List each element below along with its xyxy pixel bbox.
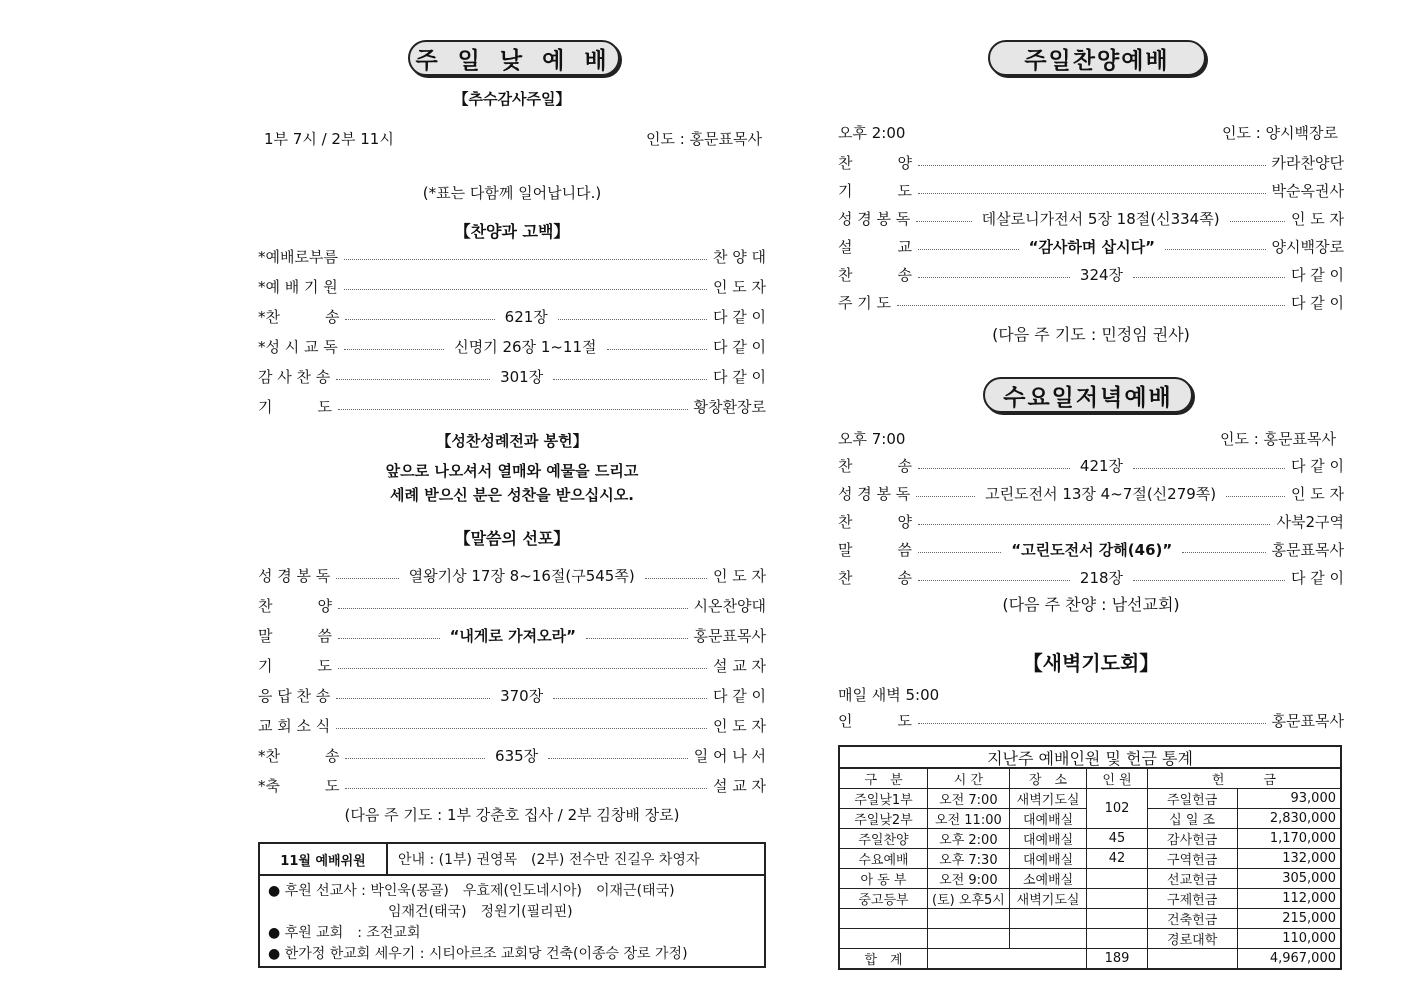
stats-cell: 102 xyxy=(1087,789,1147,829)
order-item-person: 설 교 자 xyxy=(712,656,766,675)
stats-cell xyxy=(1009,929,1087,949)
order-item-row xyxy=(258,274,766,298)
praise-item-label: 성 경 봉 독 xyxy=(838,209,911,228)
praise-item-person: 다 같 이 xyxy=(1290,293,1344,312)
order-item-row xyxy=(258,334,766,358)
section-word: 【말씀의 선포】 xyxy=(454,529,570,548)
leader-dots xyxy=(918,249,1019,250)
leader-dots xyxy=(897,305,1285,306)
stats-row xyxy=(839,929,1341,949)
stats-cell xyxy=(1087,909,1147,929)
leader-dots xyxy=(916,496,975,497)
stats-cell: 경로대학 xyxy=(1147,929,1237,949)
order-item-label: *성 시 교 독 xyxy=(258,337,338,356)
wednesday-item-person: 사북2구역 xyxy=(1276,512,1344,531)
stats-cell xyxy=(1087,929,1147,949)
info-box-line-1: ● 후원 선교사 : 박인욱(몽골) 우효제(인도네시아) 이재근(태국) xyxy=(268,883,675,899)
order-item-person: 황창환장로 xyxy=(693,397,766,416)
stats-cell xyxy=(839,929,928,949)
sunday-time: 1부 7시 / 2부 11시 xyxy=(264,130,394,148)
leader-dots xyxy=(338,638,440,639)
order-item-row xyxy=(258,623,766,647)
stats-cell xyxy=(1087,869,1147,889)
stats-cell xyxy=(1009,909,1087,929)
stats-row xyxy=(839,869,1341,889)
order-item-label: 기 도 xyxy=(258,656,332,675)
order-item-label: *예 배 기 원 xyxy=(258,277,338,296)
stats-row xyxy=(839,909,1341,929)
stats-total-cell: 합 계 xyxy=(839,949,928,970)
communion-line-1: 앞으로 나오셔서 열매와 예물을 드리고 xyxy=(385,462,639,480)
praise-item-person: 박순옥권사 xyxy=(1271,181,1344,200)
sunday-note: (*표는 다함께 일어납니다.) xyxy=(422,184,602,202)
leader-dots xyxy=(918,165,1266,166)
order-item-person: 인 도 자 xyxy=(712,277,766,296)
stats-cell: 오전 9:00 xyxy=(928,869,1010,889)
order-item-row xyxy=(258,304,766,328)
leader-dots xyxy=(918,524,1271,525)
leader-dots xyxy=(344,259,707,260)
stats-row xyxy=(839,889,1341,909)
leader-dots xyxy=(918,277,1070,278)
stats-cell: 중고등부 xyxy=(839,889,928,909)
wednesday-item-person: 인 도 자 xyxy=(1290,484,1344,503)
leader-dots xyxy=(558,319,707,320)
stats-total-row xyxy=(839,949,1341,970)
stats-cell: 수요예배 xyxy=(839,849,928,869)
order-item-person: 다 같 이 xyxy=(712,337,766,356)
leader-dots xyxy=(553,379,707,380)
praise-title: 주일찬양예배 xyxy=(988,40,1206,76)
stats-cell: 45 xyxy=(1087,829,1147,849)
section-praise-confession: 【찬양과 고백】 xyxy=(454,222,570,241)
stats-cell: 아 동 부 xyxy=(839,869,928,889)
leader-dots xyxy=(344,289,707,290)
stats-cell: 새벽기도실 xyxy=(1009,889,1087,909)
order-item-label: 찬 양 xyxy=(258,596,332,615)
praise-item-label: 주 기 도 xyxy=(838,293,892,312)
leader-dots xyxy=(1133,468,1285,469)
praise-item-row xyxy=(838,262,1344,286)
order-item-detail: 신명기 26장 1~11절 xyxy=(454,337,597,356)
stats-cell: 구제헌금 xyxy=(1147,889,1237,909)
praise-item-row xyxy=(838,290,1344,314)
stats-row xyxy=(839,829,1341,849)
dawn-who: 홍문표목사 xyxy=(1271,711,1344,730)
stats-cell: 110,000 xyxy=(1237,929,1341,949)
praise-item-person: 인 도 자 xyxy=(1290,209,1344,228)
stats-empty-cell xyxy=(928,949,1087,970)
stats-header-cell: 구 분 xyxy=(839,768,928,789)
stats-cell: (토) 오후5시 xyxy=(928,889,1010,909)
stats-total-cell: 189 xyxy=(1087,949,1147,970)
info-box-header-left: 11월 예배위원 xyxy=(260,844,388,876)
wednesday-item-label: 찬 양 xyxy=(838,512,912,531)
order-item-person: 시온찬양대 xyxy=(693,596,766,615)
leader-dots xyxy=(586,638,688,639)
info-box-line-4: ● 한가정 한교회 세우기 : 시티아르조 교회당 건축(이종승 장로 가정) xyxy=(268,946,688,962)
info-box-line-3: ● 후원 교회 : 조전교회 xyxy=(268,925,421,941)
stats-row xyxy=(839,789,1341,809)
praise-item-row xyxy=(838,150,1344,174)
stats-total-cell: 4,967,000 xyxy=(1237,949,1341,970)
leader-dots xyxy=(1133,580,1285,581)
order-item-row xyxy=(258,773,766,797)
praise-item-label: 찬 송 xyxy=(838,265,912,284)
praise-item-person: 카라찬양단 xyxy=(1271,153,1344,172)
stats-header-cell: 헌 금 xyxy=(1147,768,1341,789)
order-item-person: 다 같 이 xyxy=(712,367,766,386)
leader-dots xyxy=(345,788,707,789)
sunday-title: 주 일 낮 예 배 xyxy=(408,40,620,76)
leader-dots xyxy=(918,552,1001,553)
wednesday-item-detail: 고린도전서 13장 4~7절(신279쪽) xyxy=(985,484,1217,503)
order-item-row xyxy=(258,244,766,268)
stats-cell: 감사헌금 xyxy=(1147,829,1237,849)
order-item-person: 인 도 자 xyxy=(713,566,767,585)
order-item-detail: 열왕기상 17장 8~16절(구545쪽) xyxy=(408,566,635,585)
stats-cell: 1,170,000 xyxy=(1237,829,1341,849)
wednesday-item-row xyxy=(838,481,1344,505)
praise-item-person: 양시백장로 xyxy=(1271,237,1344,256)
leader-dots xyxy=(336,728,707,729)
leader-dots xyxy=(338,409,688,410)
leader-dots xyxy=(553,698,707,699)
stats-cell: 305,000 xyxy=(1237,869,1341,889)
order-item-label: 말 씀 xyxy=(258,626,332,645)
order-item-detail: 621장 xyxy=(504,307,548,326)
order-item-person: 일 어 나 서 xyxy=(693,746,766,765)
next-prayer: (다음 주 기도 : 1부 강춘호 집사 / 2부 김창배 장로) xyxy=(344,806,680,824)
leader-dots xyxy=(918,580,1070,581)
dawn-time: 매일 새벽 5:00 xyxy=(838,686,940,704)
order-item-row xyxy=(258,683,766,707)
praise-item-detail: “감사하며 삽시다” xyxy=(1028,237,1155,256)
communion-line-2: 세례 받으신 분은 성찬을 받으십시오. xyxy=(390,486,634,504)
stats-cell: 구역헌금 xyxy=(1147,849,1237,869)
stats-cell: 112,000 xyxy=(1237,889,1341,909)
praise-item-detail: 데살로니가전서 5장 18절(신334쪽) xyxy=(981,209,1220,228)
leader-dots xyxy=(338,668,707,669)
wednesday-item-detail: 218장 xyxy=(1079,568,1124,587)
leader-dots xyxy=(918,468,1070,469)
praise-time: 오후 2:00 xyxy=(838,124,906,142)
leader-dots xyxy=(548,758,688,759)
wednesday-time: 오후 7:00 xyxy=(838,430,906,448)
order-item-label: *찬 송 xyxy=(258,307,340,326)
wednesday-item-label: 성 경 봉 독 xyxy=(838,484,911,503)
info-box-line-2: 임재건(태국) 정원기(필리핀) xyxy=(388,904,573,920)
order-item-row xyxy=(258,364,766,388)
order-item-label: 응 답 찬 송 xyxy=(258,686,331,705)
wednesday-item-row xyxy=(838,565,1344,589)
stats-header-row xyxy=(839,768,1341,789)
leader-dots xyxy=(916,221,971,222)
section-communion: 【성찬성례전과 봉헌】 xyxy=(436,432,588,450)
wednesday-leader: 인도 : 홍문표목사 xyxy=(1219,430,1336,448)
order-item-label: *축 도 xyxy=(258,776,340,795)
order-item-person: 인 도 자 xyxy=(712,716,766,735)
order-item-row xyxy=(258,394,766,418)
stats-cell: 대예배실 xyxy=(1009,829,1087,849)
praise-item-person: 다 같 이 xyxy=(1290,265,1344,284)
stats-cell: 대예배실 xyxy=(1009,809,1087,829)
stats-cell: 주일낮1부 xyxy=(839,789,928,809)
order-item-row xyxy=(258,593,766,617)
stats-cell: 소예배실 xyxy=(1009,869,1087,889)
order-item-person: 찬 양 대 xyxy=(712,247,766,266)
leader-dots xyxy=(345,758,485,759)
leader-dots xyxy=(918,193,1266,194)
stats-cell: 오전 7:00 xyxy=(928,789,1010,809)
wednesday-item-detail: 421장 xyxy=(1079,456,1124,475)
order-item-label: *예배로부름 xyxy=(258,247,338,266)
stats-cell xyxy=(839,909,928,929)
praise-item-row xyxy=(838,234,1344,258)
stats-cell: 주일헌금 xyxy=(1147,789,1237,809)
wednesday-title: 수요일저녁예배 xyxy=(983,377,1193,413)
order-item-label: 기 도 xyxy=(258,397,332,416)
stats-cell: 건축헌금 xyxy=(1147,909,1237,929)
order-item-detail: 370장 xyxy=(500,686,544,705)
praise-item-label: 찬 양 xyxy=(838,153,912,172)
wednesday-item-detail: “고린도전서 강해(46)” xyxy=(1011,540,1173,559)
praise-item-label: 설 교 xyxy=(838,237,912,256)
wednesday-item-row xyxy=(838,453,1344,477)
order-item-detail: 301장 xyxy=(500,367,544,386)
stats-cell: 선교헌금 xyxy=(1147,869,1237,889)
praise-item-label: 기 도 xyxy=(838,181,912,200)
order-item-label: 성 경 봉 독 xyxy=(258,566,331,585)
wednesday-item-row xyxy=(838,509,1344,533)
stats-cell: 오후 7:30 xyxy=(928,849,1010,869)
order-item-row xyxy=(258,563,766,587)
praise-next: (다음 주 기도 : 민정임 권사) xyxy=(992,325,1190,344)
order-item-person: 홍문표목사 xyxy=(693,626,766,645)
order-item-person: 설 교 자 xyxy=(712,776,766,795)
sunday-subtitle: 【추수감사주일】 xyxy=(453,90,571,108)
stats-row xyxy=(839,849,1341,869)
order-item-row xyxy=(258,713,766,737)
dawn-title: 【새벽기도회】 xyxy=(1022,651,1160,675)
stats-cell: 오전 11:00 xyxy=(928,809,1010,829)
info-box xyxy=(258,842,766,968)
order-item-detail: 635장 xyxy=(495,746,539,765)
stats-cell xyxy=(1087,889,1147,909)
leader-dots xyxy=(1182,552,1265,553)
leader-dots xyxy=(1165,249,1266,250)
leader-dots xyxy=(345,319,494,320)
wednesday-item-person: 다 같 이 xyxy=(1290,456,1344,475)
stats-title: 지난주 예배인원 및 헌금 통계 xyxy=(838,745,1342,767)
stats-cell: 주일찬양 xyxy=(839,829,928,849)
stats-cell: 오후 2:00 xyxy=(928,829,1010,849)
wednesday-item-label: 말 씀 xyxy=(838,540,912,559)
dawn-label: 인 도 xyxy=(838,711,912,730)
leader-dots xyxy=(336,578,398,579)
leader-dots xyxy=(1226,496,1285,497)
leader-dots xyxy=(918,723,1266,724)
wednesday-item-label: 찬 송 xyxy=(838,456,912,475)
leader-dots xyxy=(336,698,490,699)
order-item-label: 감 사 찬 송 xyxy=(258,367,331,386)
order-item-row xyxy=(258,743,766,767)
stats-cell: 93,000 xyxy=(1237,789,1341,809)
wednesday-item-label: 찬 송 xyxy=(838,568,912,587)
leader-dots xyxy=(1230,221,1285,222)
praise-item-row xyxy=(838,178,1344,202)
leader-dots xyxy=(338,608,688,609)
wednesday-item-row xyxy=(838,537,1344,561)
stats-empty-cell xyxy=(1147,949,1237,970)
leader-dots xyxy=(1133,277,1285,278)
stats-cell: 대예배실 xyxy=(1009,849,1087,869)
praise-leader: 인도 : 양시백장로 xyxy=(1221,124,1338,142)
sunday-leader: 인도 : 홍문표목사 xyxy=(645,130,762,148)
leader-dots xyxy=(607,349,707,350)
stats-cell: 42 xyxy=(1087,849,1147,869)
stats-cell: 십 일 조 xyxy=(1147,809,1237,829)
wednesday-next: (다음 주 찬양 : 남선교회) xyxy=(1002,595,1180,614)
wednesday-item-person: 홍문표목사 xyxy=(1271,540,1344,559)
stats-cell: 주일낮2부 xyxy=(839,809,928,829)
stats-cell xyxy=(928,909,1010,929)
stats-header-cell: 인 원 xyxy=(1087,768,1147,789)
stats-header-cell: 장 소 xyxy=(1009,768,1087,789)
order-item-detail: “내게로 가져오라” xyxy=(449,626,576,645)
stats-cell xyxy=(928,929,1010,949)
order-item-label: 교 회 소 식 xyxy=(258,716,331,735)
leader-dots xyxy=(344,349,444,350)
order-item-person: 다 같 이 xyxy=(712,307,766,326)
praise-item-detail: 324장 xyxy=(1079,265,1124,284)
stats-cell: 132,000 xyxy=(1237,849,1341,869)
praise-item-row xyxy=(838,206,1344,230)
order-item-person: 다 같 이 xyxy=(712,686,766,705)
stats-cell: 2,830,000 xyxy=(1237,809,1341,829)
stats-cell: 215,000 xyxy=(1237,909,1341,929)
wednesday-item-person: 다 같 이 xyxy=(1290,568,1344,587)
order-item-row xyxy=(258,653,766,677)
stats-table xyxy=(838,767,1342,970)
leader-dots xyxy=(336,379,490,380)
order-item-label: *찬 송 xyxy=(258,746,340,765)
dawn-leader-row xyxy=(838,708,1344,732)
info-box-header-right: 안내 : (1부) 권영목 (2부) 전수만 진길우 차영자 xyxy=(386,844,764,876)
stats-cell: 새벽기도실 xyxy=(1009,789,1087,809)
stats-header-cell: 시 간 xyxy=(928,768,1010,789)
leader-dots xyxy=(645,578,707,579)
